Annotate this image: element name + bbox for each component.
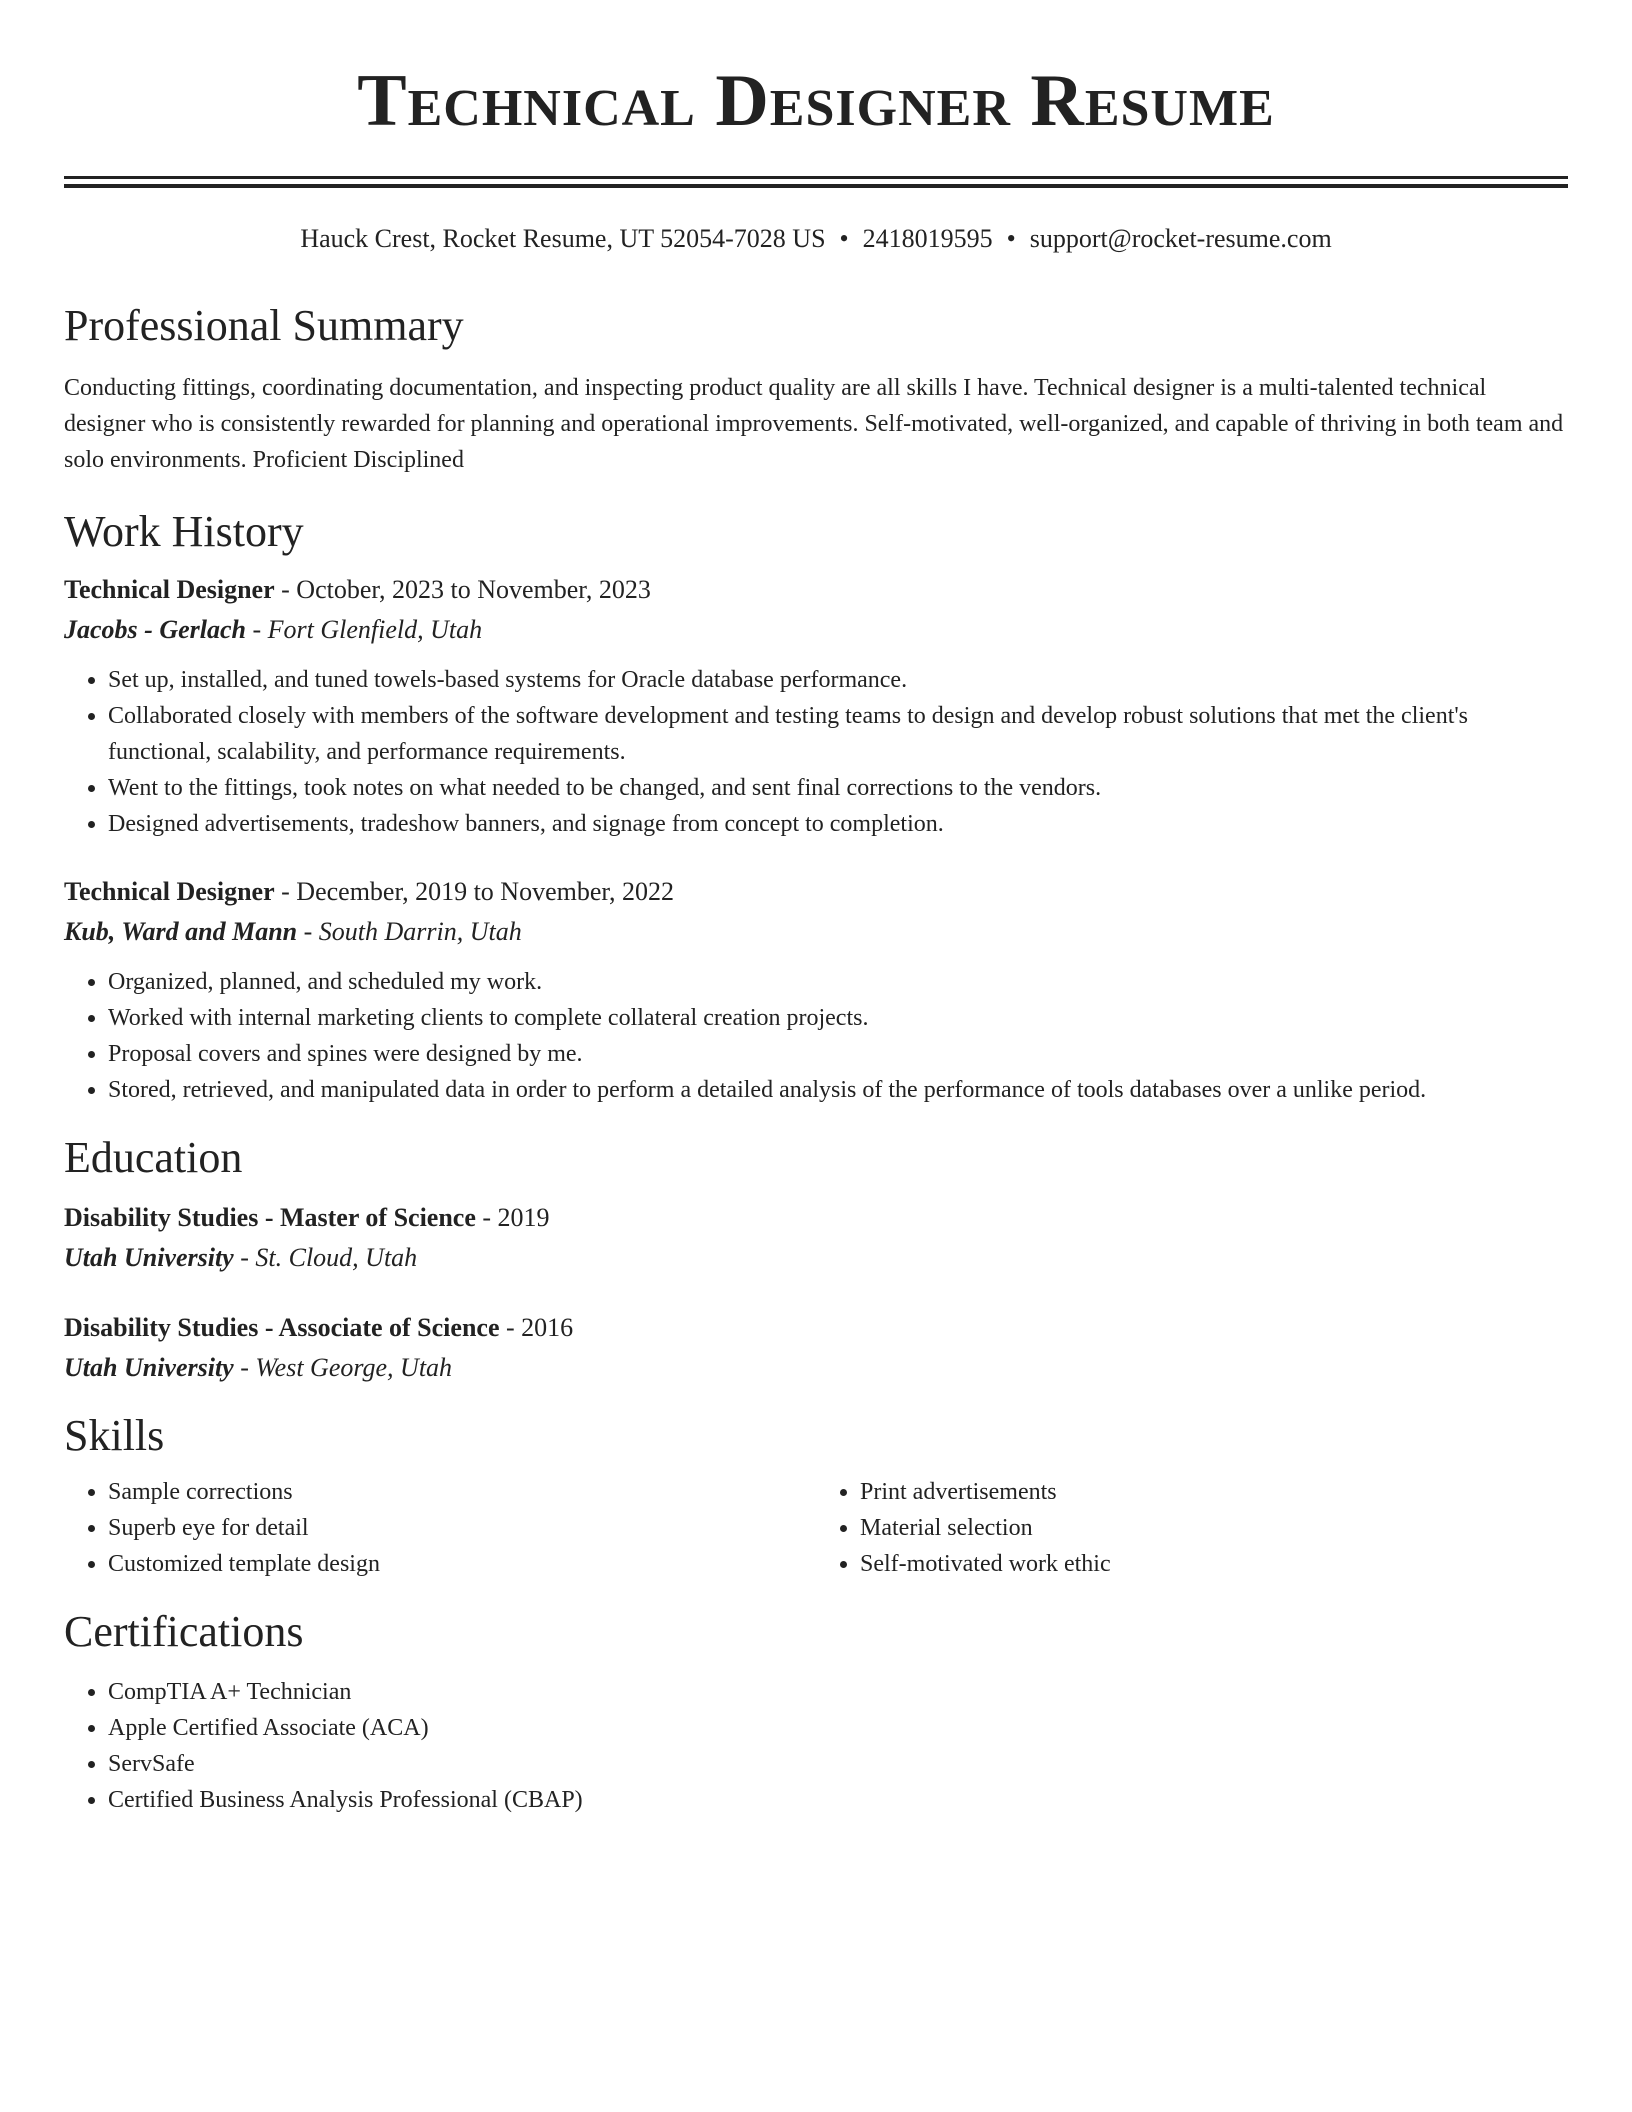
list-item: • Apple Certified Associate (ACA) (108, 1710, 1568, 1746)
education-school: Utah University (64, 1353, 234, 1382)
job-company: Kub, Ward and Mann (64, 917, 298, 946)
work-history-heading: Work History (64, 507, 304, 556)
job-bullets (64, 662, 1568, 842)
job-company-line (64, 610, 1568, 650)
education-entry (64, 1198, 1568, 1278)
summary-heading: Professional Summary (64, 301, 464, 350)
list-item: • ServSafe (108, 1746, 1568, 1782)
contact-phone: 2418019595 (862, 224, 993, 253)
contact-separator: • (839, 224, 849, 253)
list-item: • Set up, installed, and tuned towels-based systems for Oracle database performance. (108, 662, 1568, 698)
skills-list-right (816, 1474, 1568, 1582)
list-item: • Sample corrections (108, 1474, 816, 1510)
education-location: - West George, Utah (233, 1353, 453, 1382)
education-school: Utah University (64, 1243, 234, 1272)
skills-list-left (64, 1474, 816, 1582)
job-company-line (64, 912, 1568, 952)
education-degree: Disability Studies - Associate of Science (64, 1313, 500, 1342)
list-item: • Certified Business Analysis Professional (CBAP) (108, 1782, 1568, 1818)
education-year: - 2019 (475, 1203, 550, 1232)
list-item: • Went to the fittings, took notes on what needed to be changed, and sent final corrections to the vendors. (108, 770, 1568, 806)
list-item: • Self-motivated work ethic (860, 1546, 1568, 1582)
list-item: • Print advertisements (860, 1474, 1568, 1510)
list-item: • Material selection (860, 1510, 1568, 1546)
certifications-heading: Certifications (64, 1607, 304, 1656)
list-item: • Designed advertisements, tradeshow banners, and signage from concept to completion. (108, 806, 1568, 842)
contact-address: Hauck Crest, Rocket Resume, UT 52054-7028 US (300, 224, 826, 253)
education-school-line (64, 1238, 1568, 1278)
education-entry (64, 1308, 1568, 1388)
skills-columns (64, 1474, 1568, 1582)
list-item: • Customized template design (108, 1546, 816, 1582)
job-dates: - October, 2023 to November, 2023 (274, 575, 651, 604)
list-item: • Organized, planned, and scheduled my work. (108, 964, 1568, 1000)
job-company: Jacobs - Gerlach (64, 615, 246, 644)
list-item: • Stored, retrieved, and manipulated data in order to perform a detailed analysis of the performance of tools databases over a unlike period. (108, 1072, 1568, 1108)
list-item: • CompTIA A+ Technician (108, 1674, 1568, 1710)
title-divider (64, 176, 1568, 188)
education-degree-line (64, 1308, 1568, 1348)
education-heading: Education (64, 1133, 243, 1182)
contact-separator: • (1006, 224, 1016, 253)
education-degree-line (64, 1198, 1568, 1238)
summary-text: Conducting fittings, coordinating documentation, and inspecting product quality are all skills I have. Technical designer is a multi-talented technical designer who is consistently rewarded for planning and operational improvements. Self-motivated, well-organized, and capable of thriving in both team and solo environments. Proficient Disciplined (64, 375, 1564, 473)
job-dates: - December, 2019 to November, 2022 (274, 877, 674, 906)
education-degree: Disability Studies - Master of Science (64, 1203, 476, 1232)
page-title: Technical Designer Resume (357, 60, 1275, 142)
list-item: • Proposal covers and spines were designed by me. (108, 1036, 1568, 1072)
certifications-list (64, 1674, 1568, 1818)
contact-line (64, 222, 1568, 256)
job-location: - Fort Glenfield, Utah (245, 615, 483, 644)
education-school-line (64, 1348, 1568, 1388)
list-item: • Worked with internal marketing clients to complete collateral creation projects. (108, 1000, 1568, 1036)
job-title-line (64, 872, 1568, 912)
skills-heading: Skills (64, 1411, 165, 1460)
job-entry (64, 570, 1568, 842)
job-role: Technical Designer (64, 877, 275, 906)
contact-email[interactable]: support@rocket-resume.com (1029, 224, 1332, 253)
job-role: Technical Designer (64, 575, 275, 604)
education-year: - 2016 (499, 1313, 574, 1342)
education-location: - St. Cloud, Utah (233, 1243, 418, 1272)
list-item: • Superb eye for detail (108, 1510, 816, 1546)
job-entry (64, 872, 1568, 1108)
list-item: • Collaborated closely with members of the software development and testing teams to design and develop robust solutions that met the client's functional, scalability, and performance requirements. (108, 698, 1568, 770)
job-bullets (64, 964, 1568, 1108)
job-location: - South Darrin, Utah (297, 917, 522, 946)
job-title-line (64, 570, 1568, 610)
